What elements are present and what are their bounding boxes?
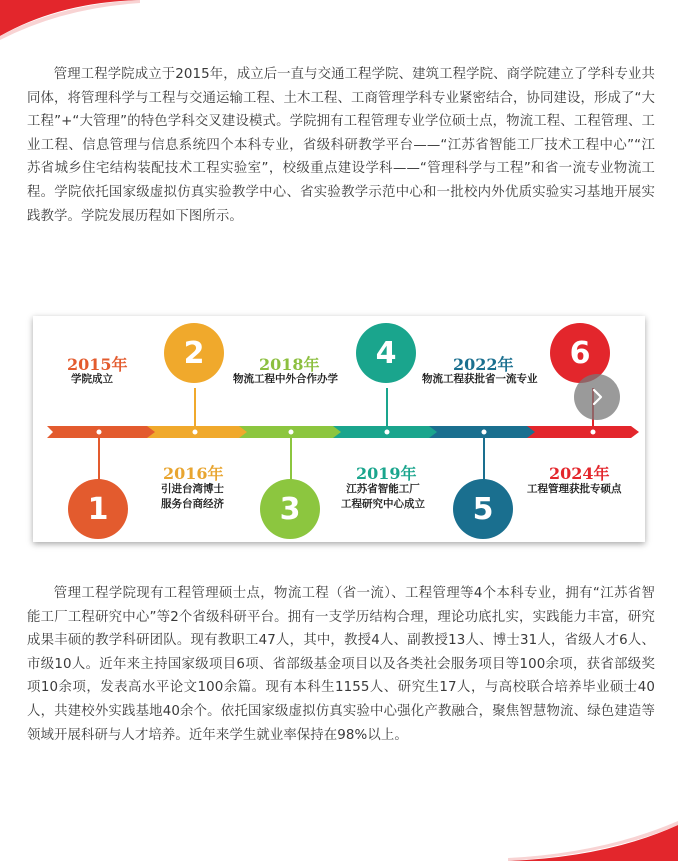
milestone-2-desc-line-2: 服务台商经济 [161,498,224,510]
chevron-right-icon [587,387,607,407]
milestone-6-year: 2024年 [549,464,610,483]
milestone-1-number: 1 [68,479,128,539]
timeline-segment-6 [527,426,639,438]
milestone-2-desc-line-1: 引进台湾博士 [161,483,224,495]
milestone-5-number: 5 [453,479,513,539]
milestone-4-desc-line-2: 工程研究中心成立 [341,498,425,510]
milestone-1-year: 2015年 [67,355,128,374]
milestone-3-year: 2018年 [259,355,320,374]
milestone-4-year: 2019年 [356,464,417,483]
milestone-3-desc: 物流工程中外合作办学 [233,373,338,385]
milestone-1-desc: 学院成立 [71,373,113,385]
detail-paragraph: 管理工程学院现有工程管理硕士点，物流工程（省一流）、工程管理等4个本科专业，拥有“江苏省智能工厂工程研究中心”等2个省级科研平台。拥有一支学历结构合理，理论功底扎实，实践能力丰富，研究成果丰硕的教学科研团队。现有教职工47人，其中，教授4人、副教授13人、博士31人，省级人才6人、市级10人。近年来主持国家级项目6项、省部级基金项目以及各类社会服务项目等100余项，获省部级奖项10余项，发表高水平论文100余篇。现有本科生1155人、研究生17人，与高校联合培养毕业硕士40人，共建校外实践基地40余个。依托国家级虚拟仿真实验中心强化产教融合，聚焦智慧物流、绿色建造等领域开展科研与人才培养。近年来学生就业率保持在98%以上。 [27,586,655,743]
milestone-2-number: 2 [164,323,224,383]
milestone-5-year: 2022年 [453,355,514,374]
intro-paragraph: 管理工程学院成立于2015年，成立后一直与交通工程学院、建筑工程学院、商学院建立了学科专业共同体，将管理科学与工程与交通运输工程、土木工程、工商管理学科专业紧密结合，协同建设，形成了“大工程”+“大管理”的特色学科交叉建设模式。学院拥有工程管理专业学位硕士点，物流工程、工程管理、工业工程、信息管理与信息系统四个本科专业，省级科研教学平台——“江苏省智能工厂技术工程中心”“江苏省城乡住宅结构装配技术工程实验室”，校级重点建设学科——“管理科学与工程”和省一流专业物流工程。学院依托国家级虚拟仿真实验教学中心、省实验教学示范中心和一批校内外优质实验实习基地开展实践教学。学院发展历程如下图所示。 [27,67,655,224]
milestone-5-desc: 物流工程获批省一流专业 [422,373,538,385]
next-slide-button[interactable] [574,374,620,420]
milestone-4-desc [341,482,425,512]
milestone-4-desc-line-1: 江苏省智能工厂 [346,483,420,495]
milestone-2-desc [161,482,224,512]
milestone-6-desc: 工程管理获批专硕点 [527,483,622,495]
milestone-4-number: 4 [356,323,416,383]
corner-decoration-top [0,0,140,40]
corner-decoration-bottom [508,821,678,861]
timeline-card [33,316,645,542]
timeline-segment-1 [47,426,161,438]
milestone-2-year: 2016年 [163,464,224,483]
milestone-6-number: 6 [550,323,610,383]
timeline-segment-2 [147,426,253,438]
milestone-3-number: 3 [260,479,320,539]
